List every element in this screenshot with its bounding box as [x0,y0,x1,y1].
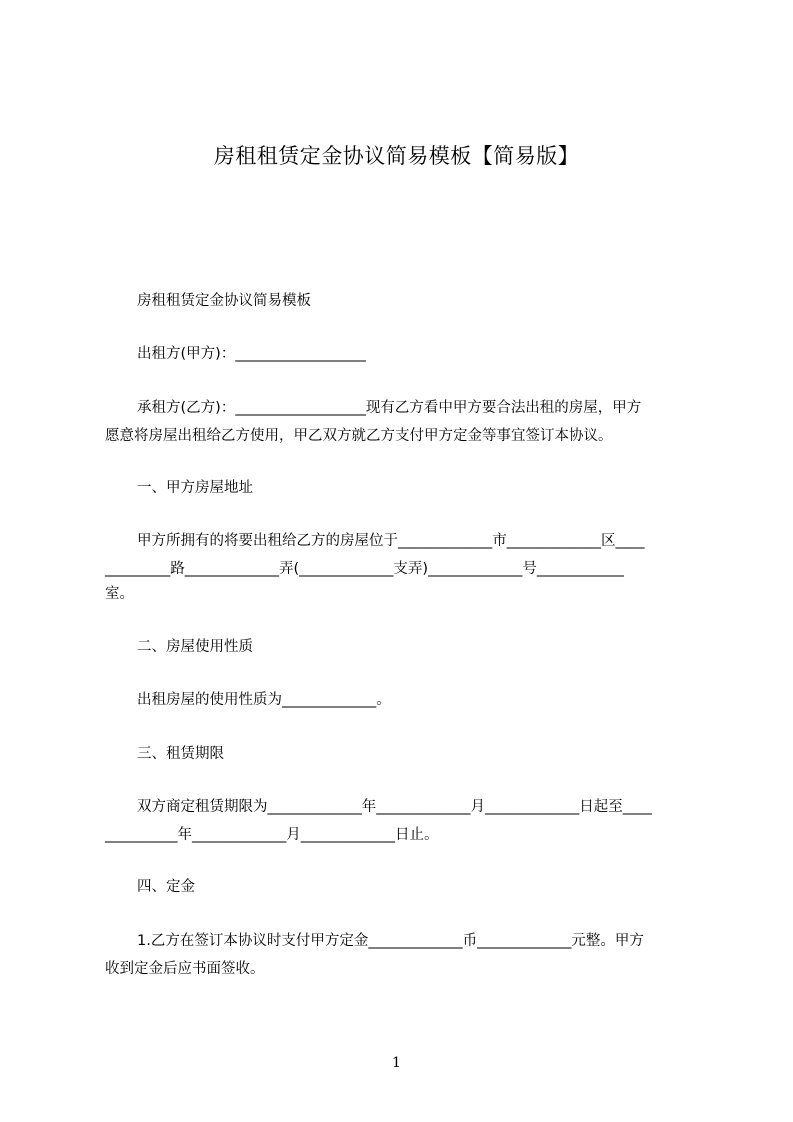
section-1-line-3: 室。 [105,586,134,602]
page-number: 1 [392,1055,401,1071]
section-3-line-2: __________年_____________月_____________日止。 [105,827,439,843]
lessee-line-2: 愿意将房屋出租给乙方使用，甲乙双方就乙方支付甲方定金等事宜签订本协议。 [105,428,613,444]
section-4-line-1: 1.乙方在签订本协议时支付甲方定金_____________币_____________元整。甲方 [137,933,644,949]
lessee-line-1: 承租方(乙方)：__________________现有乙方看中甲方要合法出租的房屋，甲方 [137,400,642,416]
lessor-line: 出租方(甲方)：__________________ [137,346,366,362]
document-title: 房租租赁定金协议简易模板【简易版】 [213,144,580,168]
section-4-line-2: 收到定金后应书面签收。 [105,961,265,977]
section-4-heading: 四、定金 [137,879,195,895]
section-2-heading: 二、房屋使用性质 [137,639,253,655]
section-1-heading: 一、甲方房屋地址 [137,480,253,496]
section-1-line-1: 甲方所拥有的将要出租给乙方的房屋位于_____________市_____________区____ [137,533,645,549]
section-3-line-1: 双方商定租赁期限为_____________年_____________月_____________日起至____ [137,799,652,815]
section-3-heading: 三、租赁期限 [137,746,224,762]
section-1-line-2: _________路_____________弄(_____________支弄)_____________号____________ [105,561,624,577]
subtitle: 房租租赁定金协议简易模板 [137,293,311,309]
section-2-line-1: 出租房屋的使用性质为_____________。 [137,692,391,708]
